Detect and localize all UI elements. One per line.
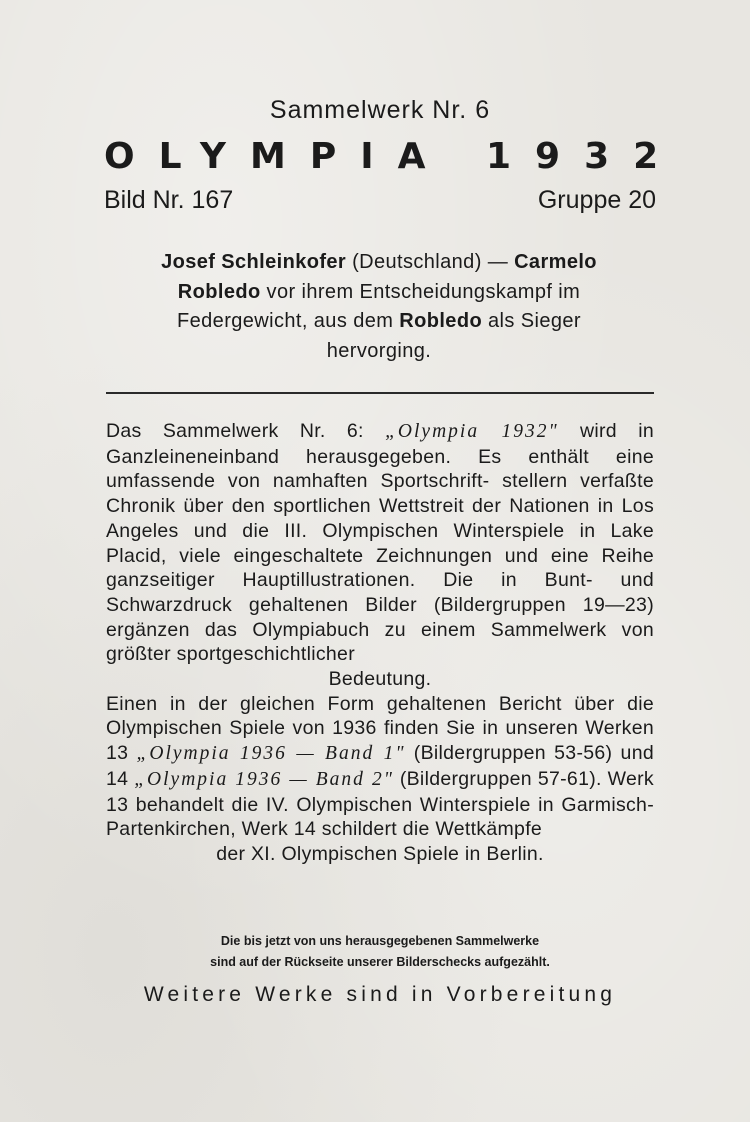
- card-number: Bild Nr. 167: [104, 186, 234, 214]
- group-number: Gruppe 20: [537, 186, 656, 214]
- divider-rule: [106, 392, 654, 394]
- caption-text-1: vor ihrem Entscheidungskampf im Federgewicht, aus dem: [177, 280, 581, 332]
- paragraph-1-body: wird in Ganzleineneinband herausgegeben. Es enthält eine umfassende von namhaften Sportschrift- stellern verfaßte Chronik über den sportlichen Wettstreit der Nationen in Los Angeles und die III. Olympischen Winterspiele in Lake Placid, viele eingeschaltete Zeichnungen und eine Reihe ganzseitiger Hauptillustrationen. Die in Bunt- und Schwarzdruck gehaltenen Bilder (Bildergruppen 19—23) ergänzen das Olympiabuch zu einem Sammelwerk von größter sportgeschichtlicher: [106, 420, 654, 666]
- series-heading: Sammelwerk Nr. 6: [269, 96, 491, 124]
- album-title: OLYMPIA 1932: [104, 136, 683, 177]
- caption-text-2: als Sieger hervorging.: [326, 310, 581, 362]
- footer-text: Weitere Werke sind in Vorbereitung: [143, 983, 617, 1006]
- description-text: [106, 419, 654, 867]
- winner-name: Robledo: [399, 310, 483, 332]
- caption-country: (Deutschland) —: [346, 251, 515, 273]
- paragraph-2-middle: (Bildergruppen 53-56) und 14: [106, 742, 654, 790]
- small-print-note: [106, 931, 654, 973]
- work-title-1932: „Olympia 1932": [385, 421, 559, 442]
- paragraph-2-end: der XI. Olympischen Spiele in Berlin.: [216, 842, 544, 865]
- athlete-name-1: Josef Schleinkofer: [161, 251, 347, 273]
- athlete-name-2: Carmelo Robledo: [177, 251, 597, 303]
- paragraph-2-start: Einen in der gleichen Form gehaltenen Bericht über die Olympischen Spiele von 1936 finden Sie in unseren Werken 13: [106, 692, 654, 765]
- work-title-1936-band-2: „Olympia 1936 — Band 2": [134, 768, 394, 790]
- note-line-2: sind auf der Rückseite unserer Bilderschecks aufgezählt.: [210, 955, 550, 969]
- paragraph-2-body: (Bildergruppen 57-61). Werk 13 behandelt die IV. Olympischen Winterspiele in Garmisch- Partenkirchen, Werk 14 schildert die Wettkämpfe: [106, 767, 654, 841]
- picture-caption: [122, 248, 636, 366]
- paragraph-1-start: Das Sammelwerk Nr. 6:: [106, 420, 386, 442]
- work-title-1936-band-1: „Olympia 1936 — Band 1": [136, 743, 406, 765]
- paragraph-1-end: Bedeutung.: [328, 668, 432, 691]
- note-line-1: Die bis jetzt von uns herausgegebenen Sammelwerke: [220, 934, 540, 948]
- card-number-row: [104, 186, 656, 215]
